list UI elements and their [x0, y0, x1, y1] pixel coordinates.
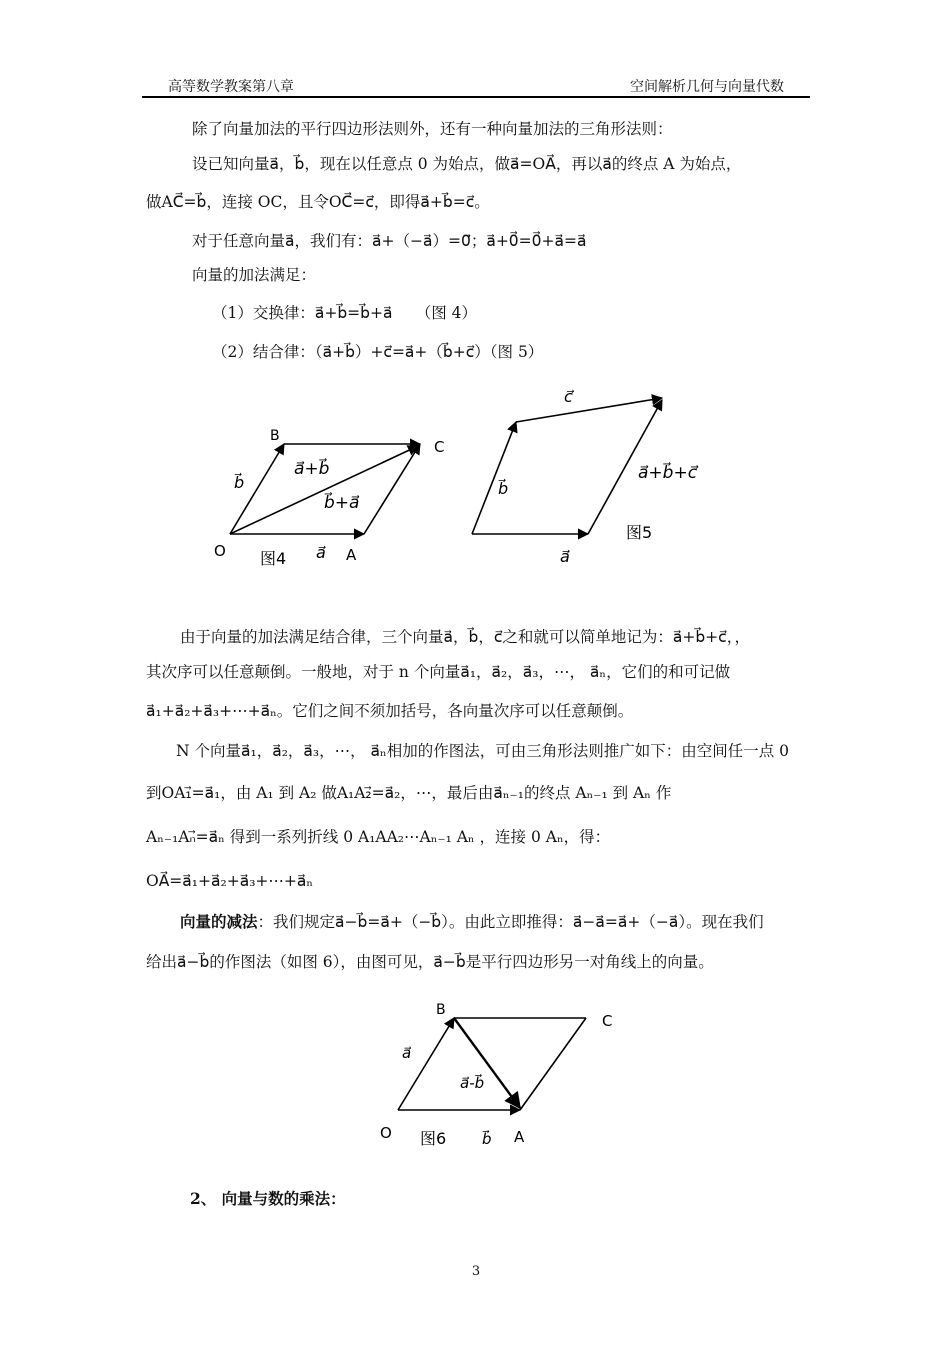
header-right: 空间解析几何与向量代数	[630, 79, 784, 95]
para-polygon-steps: 到OA₁⃗=a⃗₁，由 A₁ 到 A₂ 做A₁A₂⃗=a⃗₂，⋯，最后由a⃗ₙ₋₁的终点 Aₙ₋₁ 到 Aₙ 作	[146, 784, 672, 802]
fig5-vec-b-label: b⃗	[498, 479, 509, 498]
para-general-n: 其次序可以任意颠倒。一般地，对于 n 个向量a⃗₁，a⃗₂，a⃗₃，⋯， a⃗ₙ，它们的和可记做	[146, 663, 731, 681]
fig4-sum-ab: a⃗+b⃗	[294, 459, 330, 479]
figure-4	[206, 422, 456, 582]
para-commutative: （1）交换律：a⃗+b⃗=b⃗+a⃗ （图 4）	[212, 304, 478, 322]
fig6-label-b: B	[436, 1002, 446, 1018]
fig5-sum-label: a⃗+b⃗+c⃗	[638, 463, 698, 483]
fig5-caption: 图5	[626, 523, 653, 542]
fig6-right-edge	[520, 1018, 586, 1110]
subtraction-heading: 向量的减法	[180, 912, 258, 931]
para-associative-note: 由于向量的加法满足结合律，三个向量a⃗，b⃗，c⃗之和就可以简单地记为：a⃗+b⃗+c⃗，，	[180, 628, 750, 646]
figure-5	[460, 380, 720, 570]
fig4-label-c: C	[434, 438, 445, 456]
fig6-vec-b-label: b⃗	[482, 1130, 492, 1148]
para-polygon-rule: N 个向量a⃗₁，a⃗₂，a⃗₃，⋯， a⃗ₙ相加的作图法，可由三角形法则推广如下：由空间任一点 0	[176, 742, 790, 760]
fig4-vec-b-label: b⃗	[234, 473, 245, 492]
fig6-diff-label: a⃗-b⃗	[460, 1074, 485, 1092]
para-setup-line1: 设已知向量a⃗，b⃗，现在以任意点 0 为始点，做a⃗=OA⃗，再以a⃗的终点 A 为始点，	[192, 155, 742, 173]
fig4-vec-a-label: a⃗	[316, 543, 326, 562]
fig4-label-o: O	[214, 542, 226, 560]
para-addition-satisfies: 向量的加法满足：	[192, 266, 317, 284]
fig6-vector-diff	[454, 1018, 520, 1108]
para-triangle-rule-intro: 除了向量加法的平行四边形法则外，还有一种向量加法的三角形法则：	[192, 120, 673, 138]
header-left: 高等数学教案第八章	[168, 79, 294, 95]
fig6-label-o: O	[380, 1124, 392, 1142]
formula-oa-sum: OA⃗=a⃗₁+a⃗₂+a⃗₃+⋯+a⃗ₙ	[146, 872, 314, 890]
para-subtraction	[180, 911, 844, 933]
subtraction-text: ：我们规定a⃗−b⃗=a⃗+（−b⃗）。由此立即推得：a⃗−a⃗=a⃗+（−a⃗）。现在我们	[257, 913, 764, 931]
fig6-label-a: A	[514, 1128, 525, 1146]
para-subtraction-figure: 给出a⃗−b⃗的作图法（如图 6），由图可见，a⃗−b⃗是平行四边形另一对角线上的向量。	[146, 953, 714, 971]
figure-6	[374, 1000, 634, 1160]
fig6-label-c: C	[602, 1012, 613, 1030]
fig6-caption: 图6	[420, 1129, 447, 1148]
para-zero-vector: 对于任意向量a⃗，我们有：a⃗+（−a⃗）=0⃗；a⃗+0⃗=0⃗+a⃗=a⃗	[192, 232, 587, 250]
para-setup-line2: 做AC⃗=b⃗，连接 OC，且令OC⃗=c⃗，即得a⃗+b⃗=c⃗。	[146, 193, 490, 211]
page-number: 3	[471, 1264, 481, 1279]
para-polygon-result: Aₙ₋₁Aₙ⃗=a⃗ₙ 得到一系列折线 0 A₁AA₂⋯Aₙ₋₁ Aₙ ，连接 0 Aₙ，得：	[146, 828, 611, 846]
section-heading-scalar-multiplication: 2、 向量与数的乘法：	[190, 1189, 346, 1208]
fig5-vec-a-label: a⃗	[560, 547, 570, 566]
fig6-vec-a-label: a⃗	[402, 1044, 412, 1062]
fig5-vector-c	[516, 398, 662, 422]
fig5-vector-b	[472, 422, 516, 534]
fig4-label-a: A	[346, 546, 357, 564]
fig4-sum-ba: b⃗+a⃗	[324, 493, 360, 513]
fig6-vector-a	[398, 1018, 454, 1110]
fig4-label-b: B	[270, 428, 280, 444]
header-rule	[142, 96, 810, 98]
fig4-caption: 图4	[260, 549, 287, 568]
fig5-vec-c-label: c⃗	[564, 387, 573, 406]
para-associative: （2）结合律：（a⃗+b⃗）+c⃗=a⃗+（b⃗+c⃗）（图 5）	[212, 343, 544, 361]
para-general-sum: a⃗₁+a⃗₂+a⃗₃+⋯+a⃗ₙ。它们之间不须加括号，各向量次序可以任意颠倒。	[146, 702, 634, 720]
